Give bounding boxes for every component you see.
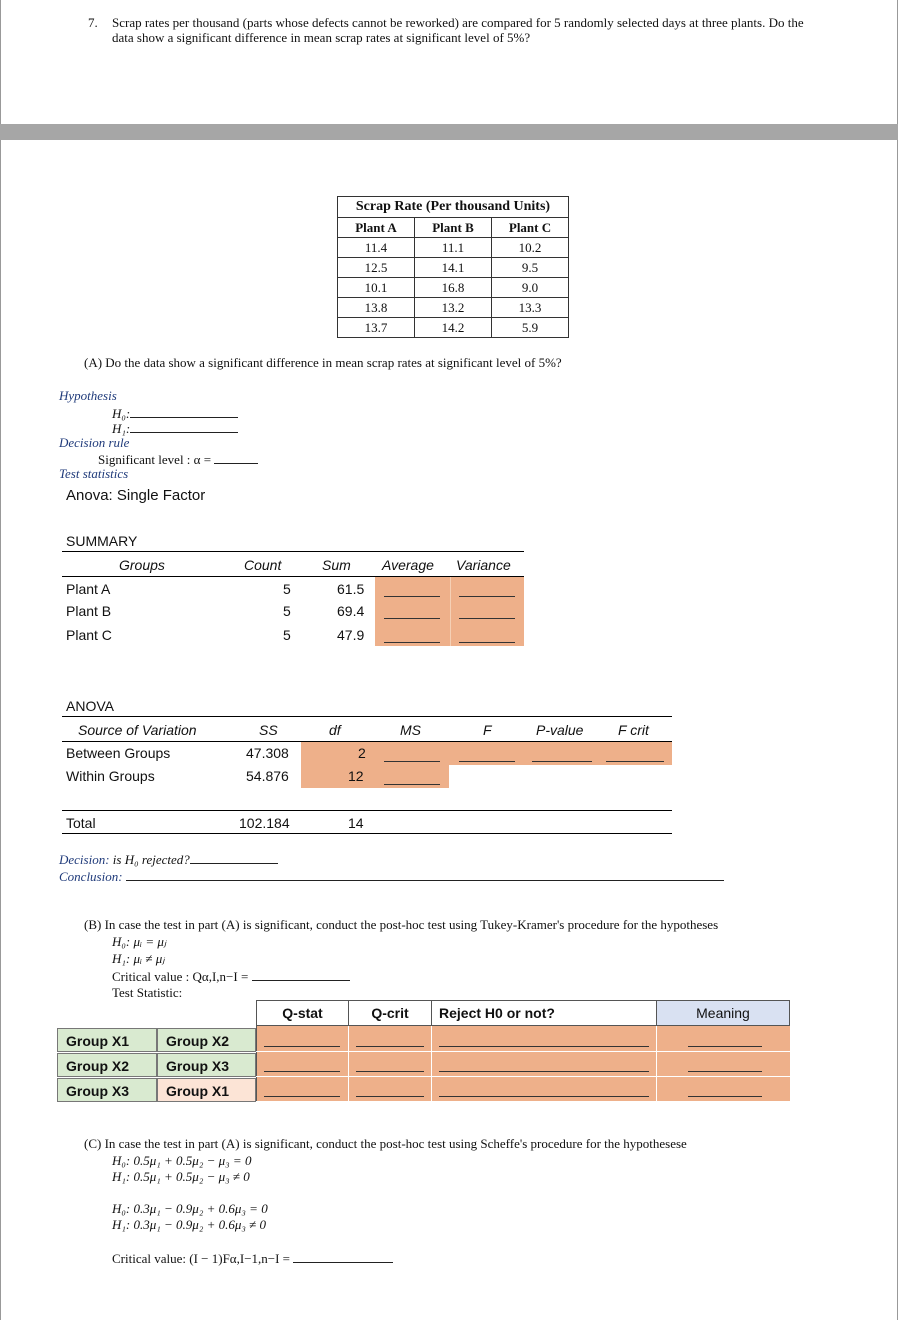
summary-header-groups: Groups	[119, 557, 165, 573]
scrap-header-plant-a: Plant A	[338, 218, 415, 238]
tukey-row1-group-b: Group X2	[157, 1028, 256, 1052]
summary-header-variance: Variance	[456, 557, 511, 573]
decision-question: is H₀ rejected?	[112, 852, 190, 867]
part-a-prompt: (A) Do the data show a significant difference in mean scrap rates at significant level of 5%?	[84, 355, 562, 370]
part-b-prompt: (B) In case the test in part (A) is significant, conduct the post-hoc test using Tukey-Kramer's procedure for the hypotheses	[84, 917, 719, 932]
table-cell: 14.2	[415, 318, 492, 338]
scheffe-h0-b: H₀: 0.3μ₁ − 0.9μ₂ + 0.6μ₃ = 0	[112, 1201, 268, 1216]
tukey-row3-group-b: Group X1	[157, 1078, 256, 1102]
h0-blank[interactable]	[130, 405, 238, 418]
anova-header-df: df	[329, 722, 341, 738]
tukey-h1: H₁: μᵢ ≠ μⱼ	[112, 951, 165, 966]
anova-header-pvalue: P-value	[536, 722, 584, 738]
summary-sum-b: 69.4	[337, 603, 365, 619]
tukey-cell-divider	[348, 1026, 349, 1101]
scrap-header-plant-c: Plant C	[492, 218, 569, 238]
tukey-header-meaning: Meaning	[657, 1001, 789, 1025]
table-cell: 9.0	[492, 278, 569, 298]
tukey-test-stat: Test Statistic:	[112, 985, 183, 1000]
scrap-header-plant-b: Plant B	[415, 218, 492, 238]
anova-title: Anova: Single Factor	[66, 487, 206, 504]
table-cell: 11.1	[415, 238, 492, 258]
anova-header-row	[62, 721, 672, 741]
decision-rule-label: Decision rule	[59, 435, 130, 450]
summary-header-count: Count	[244, 557, 282, 573]
question-text	[112, 15, 804, 45]
table-cell: 11.4	[338, 238, 415, 258]
summary-count-a: 5	[283, 581, 291, 597]
scheffe-critical-blank[interactable]	[293, 1250, 393, 1263]
tukey-cell-divider	[656, 1026, 657, 1101]
qstat-blank-2[interactable]	[264, 1071, 340, 1072]
tukey-critical-text: Critical value : Qα,I,n−I =	[112, 969, 249, 984]
variance-blank-c[interactable]	[459, 642, 515, 643]
summary-header-average: Average	[382, 557, 434, 573]
average-blank-a[interactable]	[384, 596, 440, 597]
anova-top-rule	[62, 716, 672, 717]
within-groups-label: Within Groups	[66, 768, 155, 784]
anova-bottom-rule	[62, 833, 672, 834]
reject-blank-1[interactable]	[439, 1046, 649, 1047]
tukey-header-reject: Reject H0 or not?	[439, 1005, 555, 1021]
anova-header-ss: SS	[259, 722, 278, 738]
scheffe-h1-a: H₁: 0.5μ₁ + 0.5μ₂ − μ₃ ≠ 0	[112, 1169, 250, 1184]
qcrit-blank-1[interactable]	[356, 1046, 424, 1047]
question-number: 7.	[88, 15, 98, 30]
decision-line	[59, 851, 278, 868]
anova-header-fcrit: F crit	[618, 722, 649, 738]
summary-count-b: 5	[283, 603, 291, 619]
tukey-critical	[112, 968, 350, 985]
anova-header-source: Source of Variation	[78, 722, 197, 738]
scrap-rate-table	[337, 196, 569, 338]
table-cell: 13.8	[338, 298, 415, 318]
anova-header-ms: MS	[400, 722, 421, 738]
tukey-header-qstat: Q-stat	[282, 1005, 323, 1021]
anova-header-f: F	[483, 722, 492, 738]
scheffe-critical	[112, 1250, 393, 1267]
table-cell: 13.2	[415, 298, 492, 318]
summary-row-plant-a: Plant A	[66, 581, 111, 597]
table-cell: 10.1	[338, 278, 415, 298]
reject-blank-3[interactable]	[439, 1096, 649, 1097]
question-line-1: Scrap rates per thousand (parts whose defects cannot be reworked) are compared for 5 randomly selected days at three plants. Do the	[112, 15, 804, 30]
within-df: 12	[348, 768, 364, 784]
table-cell: 14.1	[415, 258, 492, 278]
tukey-row-divider	[256, 1076, 790, 1077]
table-cell: 12.5	[338, 258, 415, 278]
between-pvalue-blank[interactable]	[532, 761, 592, 762]
meaning-blank-3[interactable]	[688, 1096, 762, 1097]
qcrit-blank-3[interactable]	[356, 1096, 424, 1097]
scheffe-critical-text: Critical value: (I − 1)Fα,I−1,n−I =	[112, 1251, 291, 1266]
tukey-cell-divider	[431, 1026, 432, 1101]
summary-row-plant-b: Plant B	[66, 603, 112, 619]
test-statistics-label: Test statistics	[59, 466, 129, 481]
table-cell: 16.8	[415, 278, 492, 298]
table-cell: 5.9	[492, 318, 569, 338]
tukey-row2-group-b: Group X3	[157, 1053, 256, 1077]
table-cell: 10.2	[492, 238, 569, 258]
sig-level-text: Significant level : α =	[98, 452, 212, 467]
summary-count-c: 5	[283, 627, 291, 643]
table-cell: 9.5	[492, 258, 569, 278]
variance-blank-b[interactable]	[459, 618, 515, 619]
summary-answer-divider	[450, 577, 451, 646]
tukey-row1-group-a: Group X1	[57, 1028, 157, 1052]
gray-divider	[0, 124, 898, 140]
total-df: 14	[348, 815, 364, 831]
anova-total-rule	[62, 810, 672, 811]
question-line-2: data show a significant difference in mean scrap rates at significant level of 5%?	[112, 30, 531, 45]
between-ms-blank[interactable]	[384, 761, 440, 762]
h0-text: H₀:	[112, 406, 131, 421]
scheffe-h1-b: H₁: 0.3μ₁ − 0.9μ₂ + 0.6μ₃ ≠ 0	[112, 1217, 267, 1232]
between-groups-label: Between Groups	[66, 745, 171, 761]
scrap-table-title: Scrap Rate (Per thousand Units)	[338, 197, 569, 218]
decision-label: Decision:	[59, 852, 110, 867]
summary-title: SUMMARY	[66, 533, 138, 549]
tukey-h0: H₀: μᵢ = μⱼ	[112, 934, 167, 949]
h1-text: H₁:	[112, 421, 131, 436]
summary-header-row	[62, 556, 524, 576]
qstat-blank-3[interactable]	[264, 1096, 340, 1097]
conclusion-label: Conclusion:	[59, 869, 123, 884]
total-ss: 102.184	[239, 815, 290, 831]
decision-blank[interactable]	[190, 851, 278, 864]
qstat-blank-1[interactable]	[264, 1046, 340, 1047]
conclusion-blank[interactable]	[126, 868, 724, 881]
variance-blank-a[interactable]	[459, 596, 515, 597]
qcrit-blank-2[interactable]	[356, 1071, 424, 1072]
scheffe-h0-a: H₀: 0.5μ₁ + 0.5μ₂ − μ₃ = 0	[112, 1153, 252, 1168]
average-blank-b[interactable]	[384, 618, 440, 619]
tukey-critical-blank[interactable]	[252, 968, 350, 981]
conclusion-line	[59, 868, 724, 885]
within-ss: 54.876	[246, 768, 289, 784]
tukey-header-qcrit: Q-crit	[371, 1005, 409, 1021]
h1-label	[112, 420, 238, 437]
between-f-blank[interactable]	[459, 761, 515, 762]
tukey-row-divider	[256, 1051, 790, 1052]
summary-sum-c: 47.9	[337, 627, 365, 643]
table-cell: 13.3	[492, 298, 569, 318]
meaning-blank-2[interactable]	[688, 1071, 762, 1072]
tukey-row2-group-a: Group X2	[57, 1053, 157, 1077]
anova-label: ANOVA	[66, 698, 114, 714]
summary-top-rule	[62, 551, 524, 552]
table-cell: 13.7	[338, 318, 415, 338]
tukey-row3-group-a: Group X3	[57, 1078, 157, 1102]
within-ms-blank[interactable]	[384, 784, 440, 785]
reject-blank-2[interactable]	[439, 1071, 649, 1072]
summary-row-plant-c: Plant C	[66, 627, 112, 643]
alpha-blank[interactable]	[214, 451, 258, 464]
total-label: Total	[66, 815, 96, 831]
between-fcrit-blank[interactable]	[606, 761, 664, 762]
h1-blank[interactable]	[130, 420, 238, 433]
summary-sum-a: 61.5	[337, 581, 365, 597]
summary-header-sum: Sum	[322, 557, 351, 573]
between-df: 2	[358, 745, 366, 761]
part-c-prompt: (C) In case the test in part (A) is significant, conduct the post-hoc test using Scheffe's procedure for the hypothesese	[84, 1136, 687, 1151]
between-ss: 47.308	[246, 745, 289, 761]
meaning-blank-1[interactable]	[688, 1046, 762, 1047]
tukey-answer-area	[257, 1026, 790, 1101]
average-blank-c[interactable]	[384, 642, 440, 643]
hypothesis-label: Hypothesis	[59, 388, 117, 403]
